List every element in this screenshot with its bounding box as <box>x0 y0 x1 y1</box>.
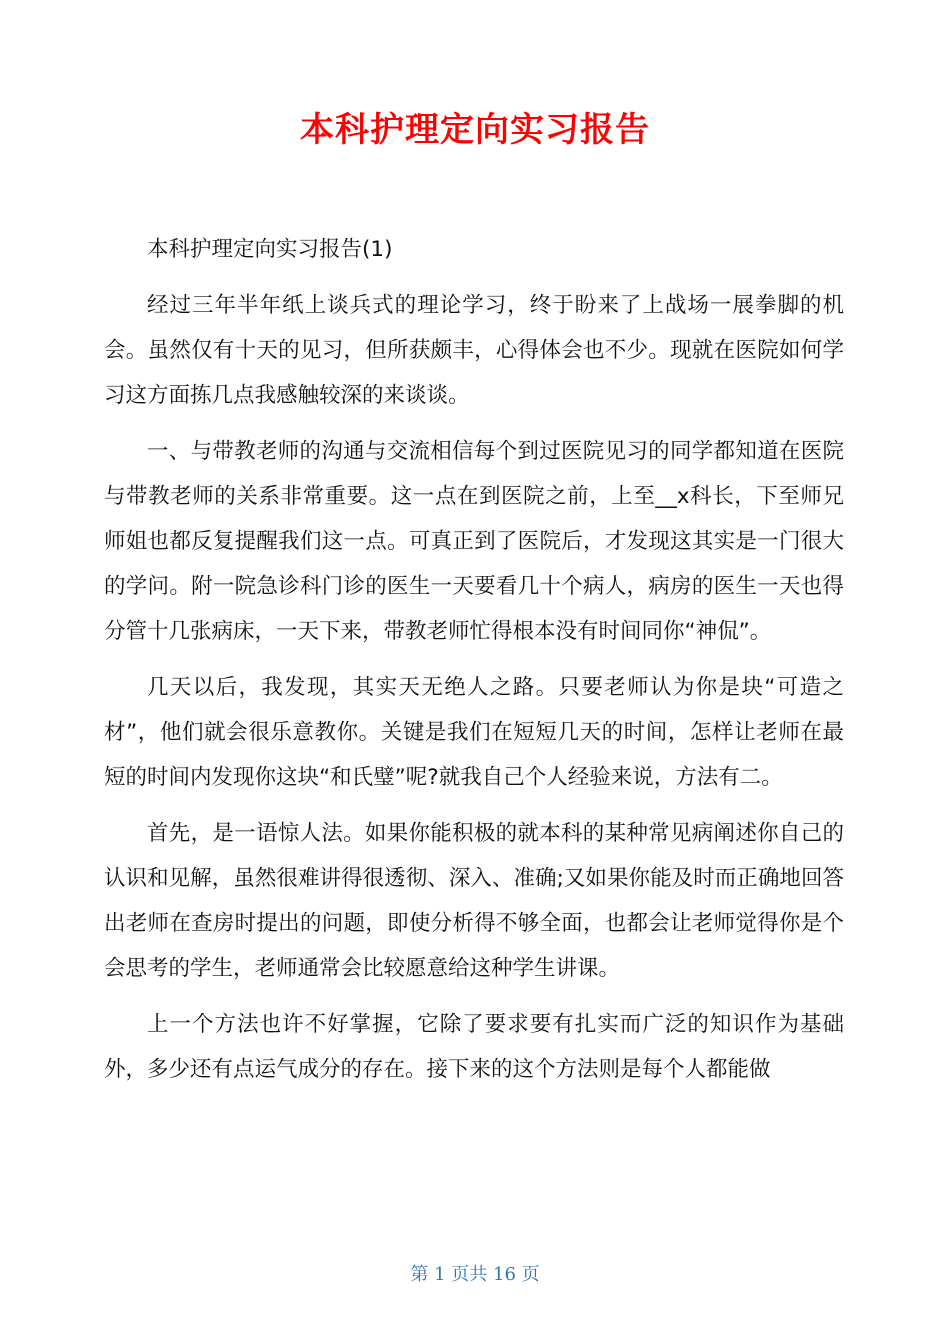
page-number-footer: 第 1 页共 16 页 <box>410 1264 540 1285</box>
document-body <box>104 227 844 1103</box>
paragraph: 上一个方法也许不好掌握，它除了要求要有扎实而广泛的知识作为基础外，多少还有点运气成分的存在。接下来的这个方法则是每个人都能做 <box>104 1012 844 1082</box>
document-title: 本科护理定向实习报告 <box>300 110 650 150</box>
paragraph: 几天以后，我发现，其实天无绝人之路。只要老师认为你是块“可造之材”，他们就会很乐意教你。关键是我们在短短几天的时间，怎样让老师在最短的时间内发现你这块“和氏璧”呢?就我自己个人经验来说，方法有二。 <box>104 675 844 790</box>
paragraph: 经过三年半年纸上谈兵式的理论学习，终于盼来了上战场一展拳脚的机会。虽然仅有十天的见习，但所获颇丰，心得体会也不少。现就在医院如何学习这方面拣几点我感触较深的来谈谈。 <box>104 293 844 408</box>
paragraph: 首先，是一语惊人法。如果你能积极的就本科的某种常见病阐述你自己的认识和见解，虽然很难讲得很透彻、深入、准确;又如果你能及时而正确地回答出老师在查房时提出的问题，即使分析得不够全面，也都会让老师觉得你是个会思考的学生，老师通常会比较愿意给这种学生讲课。 <box>104 821 844 981</box>
document-subtitle: 本科护理定向实习报告(1) <box>147 237 393 262</box>
paragraph: 一、与带教老师的沟通与交流相信每个到过医院见习的同学都知道在医院与带教老师的关系非常重要。这一点在到医院之前，上至__x科长，下至师兄师姐也都反复提醒我们这一点。可真正到了医院后，才发现这其实是一门很大的学问。附一院急诊科门诊的医生一天要看几十个病人，病房的医生一天也得分管十几张病床，一天下来，带教老师忙得根本没有时间同你“神侃”。 <box>104 439 844 644</box>
